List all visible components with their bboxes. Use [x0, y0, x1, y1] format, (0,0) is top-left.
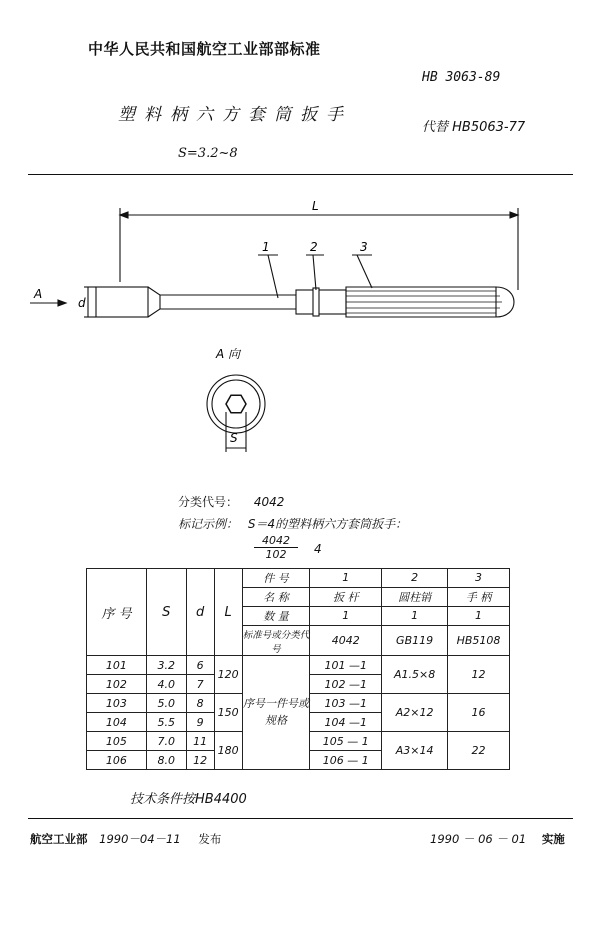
row-seq: 106	[87, 751, 147, 770]
dim-L-label: L	[312, 199, 319, 213]
document-title: 塑料柄六方套筒扳手	[118, 105, 352, 125]
org-title: 中华人民共和国航空工业部部标准	[88, 40, 321, 58]
row-d: 12	[186, 751, 214, 770]
spec-table	[86, 568, 510, 770]
part-3-name: 手 柄	[448, 587, 510, 606]
standard-number: HB 3063-89	[422, 70, 501, 85]
class-code: 4042	[253, 495, 285, 509]
issue-word: 发布	[198, 832, 222, 846]
row-d: 7	[186, 675, 214, 694]
label-part-name: 名 称	[242, 587, 310, 606]
label-standard: 标准号或分类代号	[242, 625, 310, 656]
row-d: 6	[186, 656, 214, 675]
row-d: 8	[186, 694, 214, 713]
row-part1: 102 —1	[310, 675, 382, 694]
part-2-no: 2	[382, 569, 448, 588]
part-2-name: 圆柱销	[382, 587, 448, 606]
example-line	[178, 515, 407, 532]
part-1-no: 1	[310, 569, 382, 588]
footer-effective	[430, 831, 565, 847]
spec-table-wrap	[86, 568, 510, 770]
row-L: 150	[214, 694, 242, 732]
issue-date: 1990－04－11	[99, 832, 181, 846]
balloon-1: 1	[262, 240, 270, 254]
part-2-std: GB119	[382, 625, 448, 656]
effective-date: 1990 － 06 － 01	[430, 832, 527, 846]
example-text: S＝4的塑料柄六方套筒扳手：	[247, 517, 408, 531]
row-handle: 22	[448, 732, 510, 770]
row-L: 180	[214, 732, 242, 770]
merge-label: 序号一件号或规格	[242, 656, 310, 770]
row-d: 9	[186, 713, 214, 732]
row-pin: A2×12	[382, 694, 448, 732]
view-arrow-label: A	[34, 287, 43, 301]
header-rule	[28, 174, 573, 175]
technical-drawing	[0, 190, 600, 465]
table-row	[87, 656, 510, 675]
row-seq: 101	[87, 656, 147, 675]
row-part1: 101 —1	[310, 656, 382, 675]
fraction-denominator: 102	[265, 548, 287, 561]
row-part1: 104 —1	[310, 713, 382, 732]
part-3-std: HB5108	[448, 625, 510, 656]
row-part1: 103 —1	[310, 694, 382, 713]
row-S: 8.0	[146, 751, 186, 770]
class-label: 分类代号：	[178, 495, 239, 509]
row-part1: 106 — 1	[310, 751, 382, 770]
example-size: 4	[314, 542, 322, 556]
row-seq: 105	[87, 732, 147, 751]
row-S: 5.5	[146, 713, 186, 732]
dim-S-label: S	[230, 431, 238, 445]
replaces-note: 代替 HB5063-77	[422, 120, 526, 135]
row-S: 5.0	[146, 694, 186, 713]
part-1-qty: 1	[310, 606, 382, 625]
class-line	[178, 493, 284, 510]
row-seq: 102	[87, 675, 147, 694]
row-handle: 12	[448, 656, 510, 694]
fraction-numerator: 4042	[254, 534, 298, 548]
row-handle: 16	[448, 694, 510, 732]
row-seq: 104	[87, 713, 147, 732]
issuer: 航空工业部	[30, 832, 88, 846]
row-L: 120	[214, 656, 242, 694]
header-seq: 序 号	[87, 569, 147, 656]
row-pin: A3×14	[382, 732, 448, 770]
label-quantity: 数 量	[242, 606, 310, 625]
label-part-no: 件 号	[242, 569, 310, 588]
size-range: S=3.2~8	[178, 146, 238, 161]
footer-issue	[30, 831, 221, 847]
tech-note: 技术条件按HB4400	[130, 792, 247, 807]
row-seq: 103	[87, 694, 147, 713]
view-A-label: A 向	[216, 347, 241, 361]
row-S: 4.0	[146, 675, 186, 694]
balloon-3: 3	[360, 240, 368, 254]
example-fraction	[254, 534, 298, 561]
row-part1: 105 — 1	[310, 732, 382, 751]
part-3-qty: 1	[448, 606, 510, 625]
row-S: 7.0	[146, 732, 186, 751]
part-1-name: 扳 杆	[310, 587, 382, 606]
part-3-no: 3	[448, 569, 510, 588]
dim-d-label: d	[78, 296, 86, 310]
row-d: 11	[186, 732, 214, 751]
header-S: S	[146, 569, 186, 656]
example-label: 标记示例：	[178, 517, 239, 531]
row-pin: A1.5×8	[382, 656, 448, 694]
header-L: L	[214, 569, 242, 656]
part-2-qty: 1	[382, 606, 448, 625]
part-1-std: 4042	[310, 625, 382, 656]
footer-rule	[28, 818, 573, 819]
effective-word: 实施	[541, 832, 565, 846]
balloon-2: 2	[310, 240, 318, 254]
header-d: d	[186, 569, 214, 656]
row-S: 3.2	[146, 656, 186, 675]
